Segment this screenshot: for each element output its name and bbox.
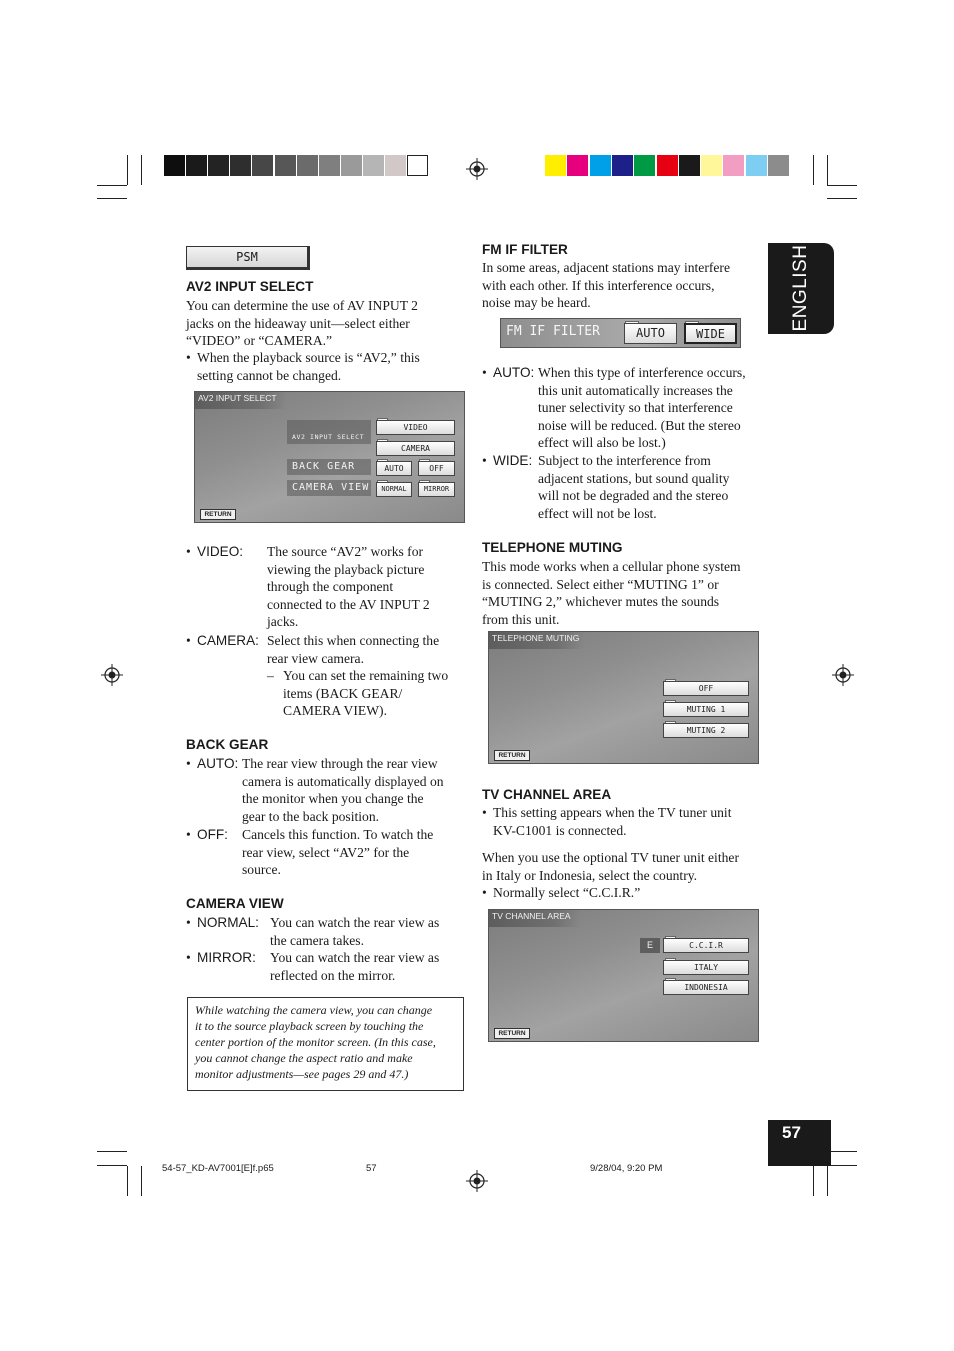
tv-intro <box>482 849 767 884</box>
normal-option[interactable]: NORMAL <box>376 482 412 497</box>
text-line: the camera takes. <box>270 932 364 948</box>
return-button[interactable]: RETURN <box>494 750 530 761</box>
calibration-swatch <box>590 155 611 176</box>
language-tab-label: ENGLISH <box>790 244 811 332</box>
note-box <box>187 997 464 1091</box>
text-line: CAMERA VIEW). <box>283 703 387 718</box>
text-line: this unit automatically increases the <box>538 382 733 398</box>
text-line: items (BACK GEAR/ <box>283 685 403 701</box>
calibration-swatch <box>768 155 789 176</box>
muting-2-option[interactable]: MUTING 2 <box>663 723 749 738</box>
text-line: camera is automatically displayed on <box>242 773 444 789</box>
text-line: While watching the camera view, you can change <box>195 1003 433 1017</box>
camera-label: CAMERA: <box>197 633 259 648</box>
calibration-swatch <box>612 155 633 176</box>
bullet-icon: • <box>482 453 487 468</box>
off-option[interactable]: OFF <box>418 461 455 476</box>
calibration-swatch <box>164 155 185 176</box>
tel-screen <box>488 631 759 764</box>
text-line: The source “AV2” works for <box>267 544 424 559</box>
tel-intro <box>482 558 767 628</box>
footer-page: 57 <box>366 1163 377 1174</box>
screen-title: AV2 INPUT SELECT <box>195 392 286 409</box>
calibration-swatch <box>363 155 384 176</box>
tel-heading: TELEPHONE MUTING <box>482 540 623 555</box>
text-line: you cannot change the aspect ratio and make <box>195 1051 413 1065</box>
text-line: will not be degraded and the stereo <box>538 488 729 503</box>
psm-button[interactable] <box>186 246 310 270</box>
text-line: viewing the playback picture <box>267 561 425 577</box>
fm-wide-button[interactable]: WIDE <box>684 323 737 344</box>
video-label: VIDEO: <box>197 544 244 559</box>
camera-view-label: CAMERA VIEW <box>292 482 370 493</box>
text-line: In some areas, adjacent stations may interfere <box>482 260 730 275</box>
italy-option[interactable]: ITALY <box>663 960 749 975</box>
calibration-swatch <box>407 155 428 176</box>
text-line: the monitor when you change the <box>242 791 424 806</box>
text-line: rear view, select “AV2” for the <box>242 844 410 860</box>
text-line: setting cannot be changed. <box>197 367 342 383</box>
bullet-icon: • <box>186 950 191 965</box>
text-line: The rear view through the rear view <box>242 756 438 771</box>
wide-label: WIDE: <box>493 453 533 468</box>
text-line: You can determine the use of AV INPUT 2 <box>186 298 418 313</box>
text-line: “MUTING 2,” whichever mutes the sounds <box>482 594 720 609</box>
text-line: adjacent stations, but sound quality <box>538 470 730 486</box>
calibration-swatch <box>252 155 273 176</box>
camera-option[interactable]: CAMERA <box>376 441 455 456</box>
text-line: monitor adjustments—see pages 29 and 47.) <box>195 1067 409 1081</box>
text-line: Cancels this function. To watch the <box>242 827 434 842</box>
fm-heading: FM IF FILTER <box>482 242 568 257</box>
fm-if-filter-label: FM IF FILTER <box>506 324 600 339</box>
text-line: This mode works when a cellular phone system <box>482 559 741 574</box>
text-line: noise will be reduced. (But the stereo <box>538 417 741 433</box>
text-line: Select this when connecting the <box>267 633 440 648</box>
fm-if-filter-bar <box>500 318 741 348</box>
page-number: 57 <box>782 1123 801 1142</box>
language-tab <box>768 243 834 334</box>
bullet-icon: • <box>482 805 487 820</box>
calibration-swatch <box>385 155 406 176</box>
text-line: KV-C1001 is connected. <box>493 822 627 838</box>
back-gear-heading: BACK GEAR <box>186 737 269 752</box>
registration-mark-icon <box>101 664 123 686</box>
text-line: You can watch the rear view as <box>270 915 440 930</box>
av2-screen <box>194 391 465 523</box>
text-line: “VIDEO” or “CAMERA.” <box>186 333 333 348</box>
text-line: rear view camera. <box>267 650 364 666</box>
screen-title: TELEPHONE MUTING <box>489 632 584 649</box>
dash-icon: – <box>267 668 274 683</box>
calibration-swatch <box>341 155 362 176</box>
text-line: effect will not be lost. <box>538 505 657 521</box>
normal-label: NORMAL: <box>197 915 259 930</box>
footer-file: 54-57_KD-AV7001[E]f.p65 <box>162 1163 274 1174</box>
ccir-option[interactable]: C.C.I.R <box>663 938 749 953</box>
text-line: source. <box>242 862 281 877</box>
calibration-swatch <box>701 155 722 176</box>
calibration-swatch <box>230 155 251 176</box>
text-line: is connected. Select either “MUTING 1” or <box>482 576 719 592</box>
text-line: with each other. If this interference occurs, <box>482 277 715 293</box>
psm-label: PSM <box>236 250 258 264</box>
auto-label: AUTO: <box>197 756 239 771</box>
calibration-swatch <box>545 155 566 176</box>
text-line: gear to the back position. <box>242 808 380 824</box>
fm-auto-button[interactable]: AUTO <box>624 323 677 344</box>
registration-mark-icon <box>466 1170 488 1192</box>
text-line: noise may be heard. <box>482 295 591 310</box>
bullet-icon: • <box>186 633 191 648</box>
text-line: through the component <box>267 579 394 594</box>
back-gear-label: BACK GEAR <box>292 461 356 472</box>
current-area-indicator: E <box>640 938 660 953</box>
text-line: When this type of interference occurs, <box>538 365 746 380</box>
footer-date: 9/28/04, 9:20 PM <box>590 1163 663 1174</box>
registration-mark-icon <box>466 158 488 180</box>
calibration-swatch <box>567 155 588 176</box>
auto-label: AUTO: <box>493 365 535 380</box>
calibration-swatch <box>319 155 340 176</box>
video-option[interactable]: VIDEO <box>376 420 455 435</box>
registration-mark-icon <box>832 664 854 686</box>
return-button[interactable]: RETURN <box>494 1028 530 1039</box>
muting-1-option[interactable]: MUTING 1 <box>663 702 749 717</box>
text-line: from this unit. <box>482 611 560 627</box>
mirror-label: MIRROR: <box>197 950 256 965</box>
calibration-swatch <box>634 155 655 176</box>
mirror-option[interactable]: MIRROR <box>418 482 455 497</box>
indonesia-option[interactable]: INDONESIA <box>663 980 749 995</box>
tv-heading: TV CHANNEL AREA <box>482 787 612 802</box>
text-line: jacks. <box>267 614 299 629</box>
av2-input-select-label: AV2 INPUT SELECT <box>292 433 365 441</box>
text-line: in Italy or Indonesia, select the country. <box>482 867 698 883</box>
calibration-swatch <box>746 155 767 176</box>
text-line: You can set the remaining two <box>283 668 449 683</box>
av2-intro <box>186 297 456 350</box>
text-line: Normally select “C.C.I.R.” <box>493 885 641 900</box>
text-line: reflected on the mirror. <box>270 967 396 983</box>
text-line: You can watch the rear view as <box>270 950 440 965</box>
calibration-swatch <box>275 155 296 176</box>
bullet-icon: • <box>186 544 191 559</box>
av2-heading: AV2 INPUT SELECT <box>186 279 314 294</box>
page-number-box <box>768 1120 831 1166</box>
text-line: When you use the optional TV tuner unit either <box>482 850 739 865</box>
auto-option[interactable]: AUTO <box>376 461 412 476</box>
bullet-icon: • <box>482 365 487 380</box>
calibration-swatch <box>723 155 744 176</box>
calibration-swatch <box>297 155 318 176</box>
off-label: OFF: <box>197 827 228 842</box>
fm-intro <box>482 259 767 312</box>
bullet-icon: • <box>186 756 191 771</box>
text-line: center portion of the monitor screen. (In this case, <box>195 1035 436 1049</box>
bullet-icon: • <box>482 885 487 900</box>
text-line: effect will also be lost.) <box>538 435 666 450</box>
text-line: When the playback source is “AV2,” this <box>197 350 420 365</box>
camera-view-heading: CAMERA VIEW <box>186 896 284 911</box>
text-line: This setting appears when the TV tuner unit <box>493 805 732 820</box>
calibration-swatch <box>186 155 207 176</box>
off-option[interactable]: OFF <box>663 681 749 696</box>
text-line: it to the source playback screen by touching the <box>195 1019 424 1033</box>
text-line: tuner selectivity so that interference <box>538 400 733 415</box>
calibration-swatch <box>208 155 229 176</box>
screen-title: TV CHANNEL AREA <box>489 910 580 927</box>
calibration-swatch <box>657 155 678 176</box>
bullet-icon: • <box>186 827 191 842</box>
return-button[interactable]: RETURN <box>200 509 236 520</box>
tv-screen <box>488 909 759 1042</box>
text-line: Subject to the interference from <box>538 453 711 468</box>
text-line: jacks on the hideaway unit—select either <box>186 315 410 331</box>
text-line: connected to the AV INPUT 2 <box>267 596 430 612</box>
calibration-swatch <box>679 155 700 176</box>
bullet-icon: • <box>186 350 191 365</box>
bullet-icon: • <box>186 915 191 930</box>
